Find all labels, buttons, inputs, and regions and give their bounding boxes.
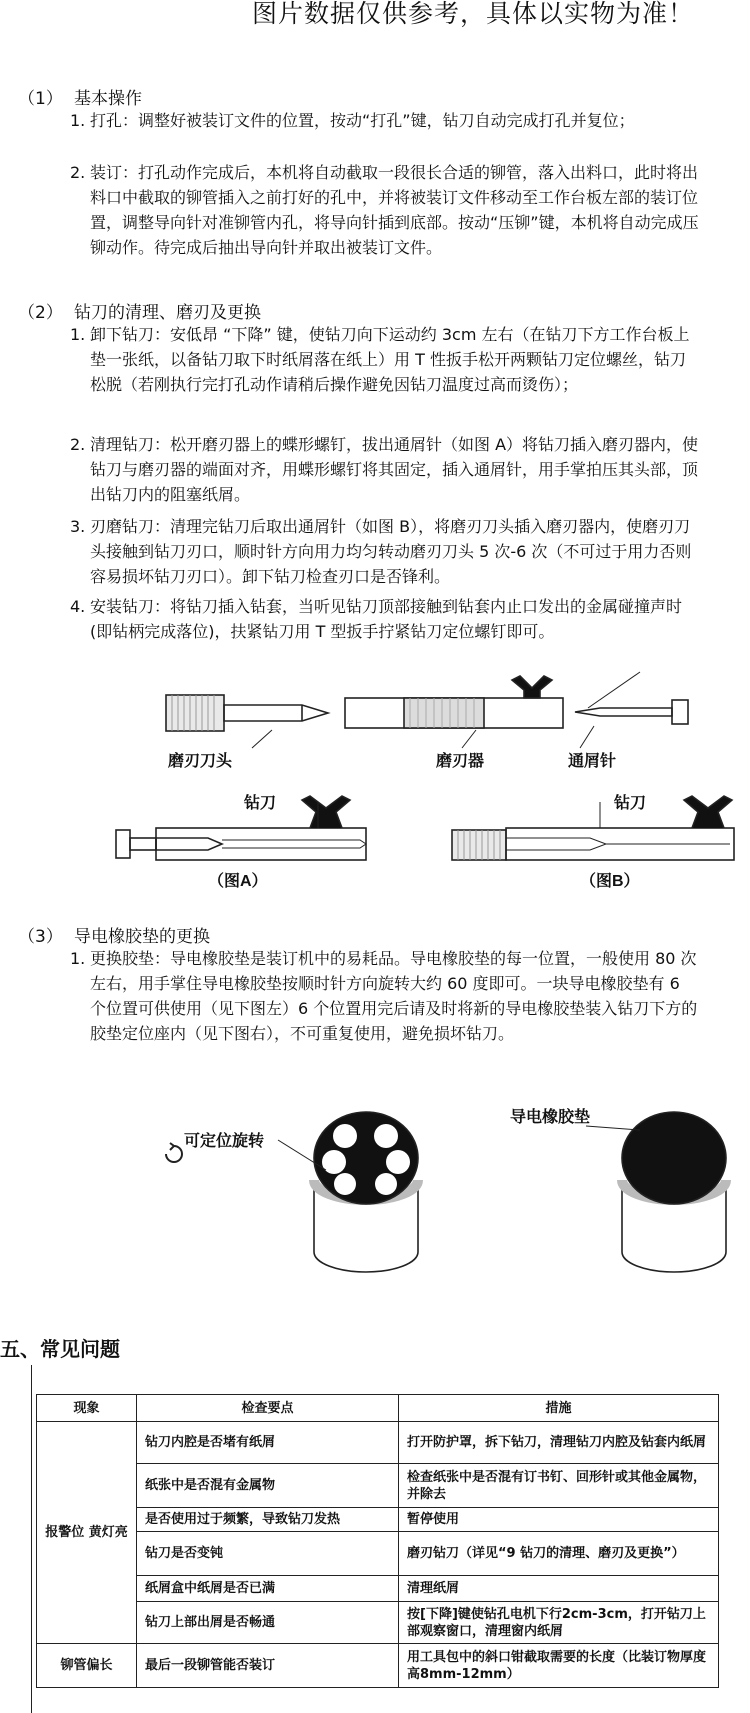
item-number: 2. [70, 435, 86, 454]
check-cell: 钻刀上部出屑是否畅通 [137, 1602, 399, 1644]
table-row [37, 1422, 719, 1464]
table-row [37, 1576, 719, 1602]
section-number: （3） [18, 927, 63, 947]
section-title: 钻刀的清理、磨刃及更换 [74, 303, 261, 323]
item-number: 1. [70, 111, 86, 130]
check-cell: 钻刀是否变钝 [137, 1532, 399, 1576]
item-text: 刃磨钻刀：清理完钻刀后取出通屑针（如图 B），将磨刃刀头插入磨刃器内，使磨刃刀头接触到钻刀刃口，顺时针方向用力均匀转动磨刃刀头 5 次-6 次（不可过于用力否则容易损坏钻刀刃口）。卸下钻刀检查刃口是否锋利。 [90, 517, 692, 586]
table-row [37, 1532, 719, 1576]
label-pin: 通屑针 [568, 753, 617, 770]
label-rotatable: 可定位旋转 [184, 1133, 265, 1150]
item-number: 3. [70, 517, 86, 536]
table-row [37, 1464, 719, 1508]
table-row [37, 1644, 719, 1688]
action-cell: 暂停使用 [399, 1508, 719, 1532]
item-number: 4. [70, 597, 86, 616]
faq-table [36, 1394, 719, 1688]
header-check: 检查要点 [137, 1395, 399, 1422]
disclaimer-text: 图片数据仅供参考，具体以实物为准！ [251, 0, 694, 28]
check-cell: 纸屑盒中纸屑是否已满 [137, 1576, 399, 1602]
item-text: 安装钻刀：将钻刀插入钻套，当听见钻刀顶部接触到钻套内止口发出的金属碰撞声时(即钻柄完成落位)，扶紧钻刀用 T 型扳手拧紧钻刀定位螺钉即可。 [90, 597, 683, 641]
action-cell: 按[下降]键使钻孔电机下行2cm-3cm，打开钻刀上部观察窗口，清理窗内纸屑 [399, 1602, 719, 1644]
action-cell: 检查纸张中是否混有订书钉、回形针或其他金属物，并除去 [399, 1464, 719, 1508]
item-text: 清理钻刀：松开磨刃器上的蝶形螺钉，拔出通屑针（如图 A）将钻刀插入磨刃器内，使钻刀与磨刃器的端面对齐，用蝶形螺钉将其固定，插入通屑针，用手掌拍压其头部，顶出钻刀内的阻塞纸屑。 [90, 435, 699, 504]
section-title: 导电橡胶垫的更换 [74, 927, 210, 947]
check-cell: 纸张中是否混有金属物 [137, 1464, 399, 1508]
header-action: 措施 [399, 1395, 719, 1422]
caption-figure-a: （图A） [208, 873, 268, 890]
item-text: 卸下钻刀：安低昂 “下降” 键，使钻刀向下运动约 3cm 左右（在钻刀下方工作台板上垫一张纸，以备钻刀取下时纸屑落在纸上）用 T 性扳手松开两颗钻刀定位螺丝，钻刀松脱（若刚执行完打孔动作请稍后操作避免因钻刀温度过高而烫伤）； [90, 325, 690, 394]
section-number: （1） [18, 89, 63, 109]
action-cell: 打开防护罩，拆下钻刀，清理钻刀内腔及钻套内纸屑 [399, 1422, 719, 1464]
table-row [37, 1602, 719, 1644]
section-title: 基本操作 [74, 89, 142, 109]
check-cell: 是否使用过于频繁，导致钻刀发热 [137, 1508, 399, 1532]
label-grinder-head: 磨刃刀头 [168, 753, 233, 770]
divider [31, 1365, 32, 1713]
label-rubber-pad: 导电橡胶垫 [510, 1109, 591, 1126]
item-number: 1. [70, 949, 86, 968]
item-number: 1. [70, 325, 86, 344]
symptom-alarm: 报警位 黄灯亮 [37, 1422, 137, 1644]
label-drill-b: 钻刀 [614, 795, 647, 812]
header-symptom: 现象 [37, 1395, 137, 1422]
section-5-title: 五、常见问题 [0, 1337, 120, 1361]
item-text: 打孔：调整好被装订文件的位置，按动“打孔”键，钻刀自动完成打孔并复位； [90, 111, 635, 130]
action-cell: 磨刃钻刀（详见“9 钻刀的清理、磨刃及更换”） [399, 1532, 719, 1576]
item-number: 2. [70, 163, 86, 182]
item-text: 装订：打孔动作完成后，本机将自动截取一段很长合适的铆管，落入出料口，此时将出料口中截取的铆管插入之前打好的孔中，并将被装订文件移动至工作台板左部的装订位置，调整导向针对准铆管内孔，将导向针插到底部。按动“压铆”键，本机将自动完成压铆动作。待完成后抽出导向针并取出被装订文件。 [90, 163, 699, 257]
action-cell: 清理纸屑 [399, 1576, 719, 1602]
caption-figure-b: （图B） [580, 873, 640, 890]
table-header-row [37, 1395, 719, 1422]
action-cell: 用工具包中的斜口钳截取需要的长度（比装订物厚度高8mm-12mm） [399, 1644, 719, 1688]
label-grinder: 磨刃器 [436, 753, 485, 770]
label-drill-a: 钻刀 [244, 795, 277, 812]
table-row [37, 1508, 719, 1532]
symptom-long-rivet: 铆管偏长 [37, 1644, 137, 1688]
section-number: （2） [18, 303, 63, 323]
check-cell: 最后一段铆管能否装订 [137, 1644, 399, 1688]
item-text: 更换胶垫：导电橡胶垫是装订机中的易耗品。导电橡胶垫的每一位置，一般使用 80 次左右，用手掌住导电橡胶垫按顺时针方向旋转大约 60 度即可。一块导电橡胶垫有 6 个位置可供使用（见下图左）6 个位置用完后请及时将新的导电橡胶垫装入钻刀下方的胶垫定位座内（见下图右），不可重复使用，避免损坏钻刀。 [90, 949, 698, 1043]
check-cell: 钻刀内腔是否堵有纸屑 [137, 1422, 399, 1464]
